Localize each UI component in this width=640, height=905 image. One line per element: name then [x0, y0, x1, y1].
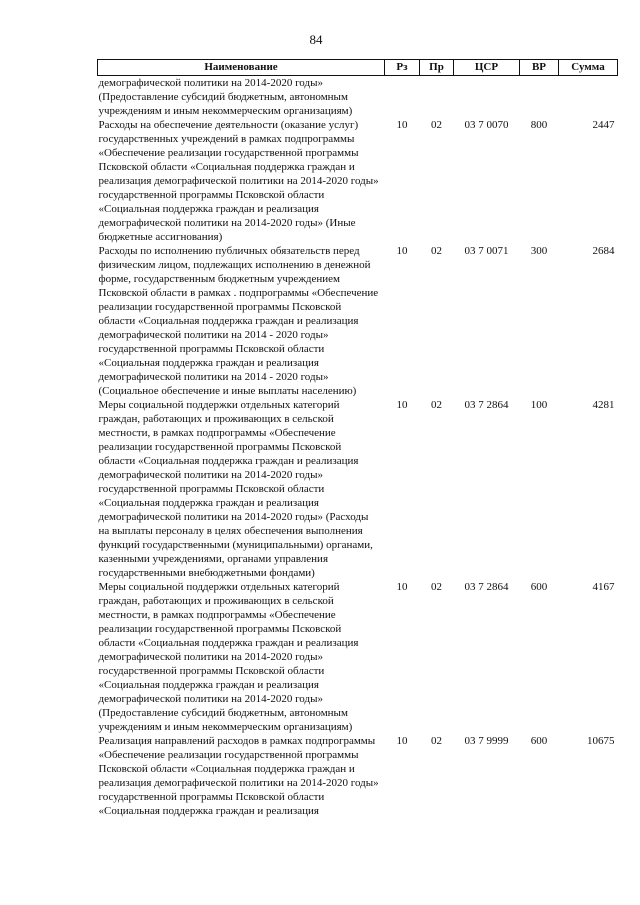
row-sum: 2447	[592, 119, 615, 131]
header-rz: Рз	[385, 60, 420, 76]
row-pr: 02	[431, 581, 442, 593]
table-header-row	[98, 60, 618, 76]
row-rz: 10	[396, 119, 408, 131]
row-rz: 10	[396, 245, 408, 257]
row-vr: 300	[530, 245, 548, 257]
row-sum: 4281	[592, 399, 615, 411]
row-name: Меры социальной поддержки отдельных категорий граждан, работающих и проживающих в сельской местности, в рамках подпрограммы «Обеспечение реализации государственной программы Псковской области «Социальная поддержка граждан и реализация демографической политики на 2014-2020 годы» государственной программы Псковской области «Социальная поддержка граждан и реализация демографической политики на 2014-2020 годы» (Предоставление субсидий бюджетным, автономным учреждениям и иным некоммерческим организациям)	[98, 581, 359, 733]
header-vr: ВР	[520, 60, 559, 76]
row-vr: 600	[530, 735, 548, 747]
budget-table	[97, 59, 618, 818]
table-row	[98, 118, 618, 244]
row-name: Меры социальной поддержки отдельных категорий граждан, работающих и проживающих в сельской местности, в рамках подпрограммы «Обеспечение реализации государственной программы Псковской области «Социальная поддержка граждан и реализация демографической политики на 2014-2020 годы» государственной программы Псковской области «Социальная поддержка граждан и реализация демографической политики на 2014-2020 годы» (Расходы на выплаты персоналу в целях обеспечения выполнения функций государственными (муниципальными) органами, казенными учреждениями, органами управления государственными внебюджетными фондами)	[98, 399, 373, 579]
row-vr: 100	[530, 399, 548, 411]
row-csr: 03 7 2864	[464, 399, 509, 411]
row-vr: 800	[530, 119, 548, 131]
header-name: Наименование	[98, 60, 385, 76]
row-pr: 02	[431, 399, 442, 411]
row-rz: 10	[396, 735, 408, 747]
row-pr: 02	[431, 245, 442, 257]
table-row	[98, 734, 618, 818]
page-number: 84	[309, 32, 323, 47]
header-pr: Пр	[420, 60, 454, 76]
row-csr: 03 7 2864	[464, 581, 509, 593]
table-row	[98, 244, 618, 398]
row-csr: 03 7 0071	[464, 245, 509, 257]
row-rz: 10	[396, 581, 408, 593]
row-rz: 10	[396, 399, 408, 411]
row-csr: 03 7 0070	[464, 119, 509, 131]
header-sum: Сумма	[559, 60, 618, 76]
table-row-continued	[98, 76, 618, 119]
row-name: Расходы по исполнению публичных обязательств перед физическим лицом, подлежащих исполнению в денежной форме, государственным бюджетным учреждением Псковской области в рамках . подпрограммы «Обеспечение реализации государственной программы Псковской области «Социальная поддержка граждан и реализация демографической политики на 2014 - 2020 годы» государственной программы Псковской области «Социальная поддержка граждан и реализация демографической политики на 2014 - 2020 годы» (Социальное обеспечение и иные выплаты населению)	[98, 245, 379, 397]
row-sum: 10675	[587, 735, 615, 747]
table-row	[98, 398, 618, 580]
row-sum: 4167	[592, 581, 615, 593]
row-pr: 02	[431, 735, 442, 747]
row-csr: 03 7 9999	[464, 735, 509, 747]
row-sum: 2684	[592, 245, 615, 257]
table-row	[98, 580, 618, 734]
row-pr: 02	[431, 119, 442, 131]
row-name: Реализация направлений расходов в рамках подпрограммы «Обеспечение реализации государственной программы Псковской области «Социальная поддержка граждан и реализация демографической политики на 2014-2020 годы» государственной программы Псковской области «Социальная поддержка граждан и реализация	[98, 735, 379, 817]
row-name: Расходы на обеспечение деятельности (оказание услуг) государственных учреждений в рамках подпрограммы «Обеспечение реализации государственной программы Псковской области «Социальная поддержка граждан и реализация демографической политики на 2014-2020 годы» государственной программы Псковской области «Социальная поддержка граждан и реализация демографической политики на 2014-2020 годы» (Иные бюджетные ассигнования)	[98, 119, 379, 243]
row-vr: 600	[530, 581, 548, 593]
continued-text: демографической политики на 2014-2020 годы» (Предоставление субсидий бюджетным, автономным учреждениям и иным некоммерческим организациям)	[98, 77, 353, 117]
header-csr: ЦСР	[454, 60, 520, 76]
